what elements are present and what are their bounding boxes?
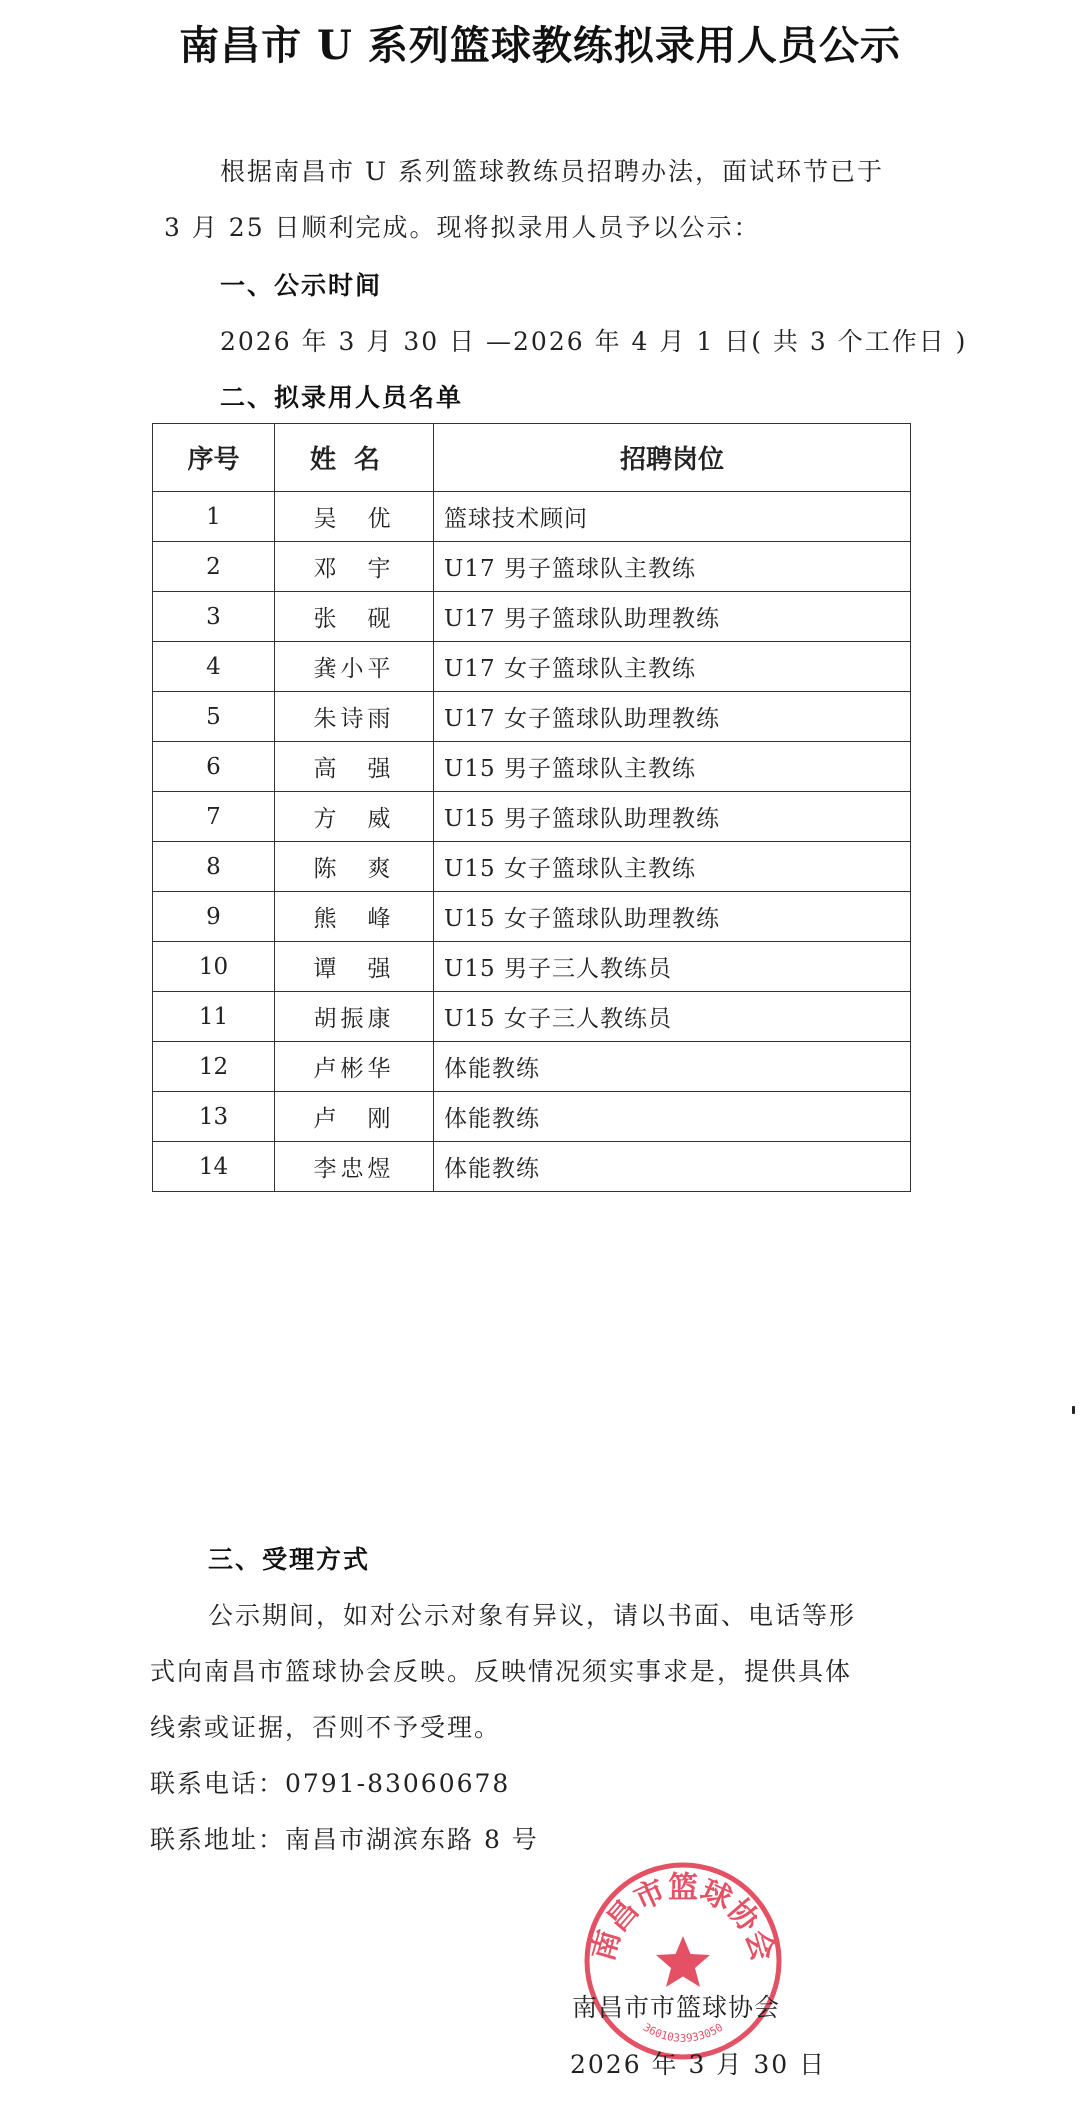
section-3-heading: 三、受理方式 xyxy=(208,1545,371,1574)
cell-name: 吴 优 xyxy=(275,492,434,542)
header-position: 招聘岗位 xyxy=(434,424,911,492)
table-header-row xyxy=(153,424,911,492)
cell-position: 篮球技术顾问 xyxy=(434,492,911,542)
cell-name: 龚小平 xyxy=(275,642,434,692)
cell-name: 胡振康 xyxy=(275,992,434,1042)
table-row xyxy=(153,992,911,1042)
table-row xyxy=(153,942,911,992)
cell-name: 卢彬华 xyxy=(275,1042,434,1092)
table-row xyxy=(153,742,911,792)
cell-name: 熊 峰 xyxy=(275,892,434,942)
official-seal xyxy=(580,1858,786,2064)
cell-serial-number: 5 xyxy=(153,692,275,742)
table-row xyxy=(153,842,911,892)
cell-serial-number: 8 xyxy=(153,842,275,892)
cell-name: 张 砚 xyxy=(275,592,434,642)
section-1-heading: 一、公示时间 xyxy=(220,271,383,300)
cell-name: 谭 强 xyxy=(275,942,434,992)
star-icon xyxy=(656,1936,710,1987)
cell-serial-number: 9 xyxy=(153,892,275,942)
cell-name: 邓 宇 xyxy=(275,542,434,592)
cell-serial-number: 14 xyxy=(153,1142,275,1192)
cell-serial-number: 3 xyxy=(153,592,275,642)
objection-line-2: 式向南昌市篮球协会反映。反映情况须实事求是，提供具体 xyxy=(150,1657,853,1686)
cell-position: 体能教练 xyxy=(434,1092,911,1142)
contact-phone: 联系电话：0791-83060678 xyxy=(150,1769,511,1798)
intro-line-1: 根据南昌市 U 系列篮球教练员招聘办法，面试环节已于 xyxy=(220,157,884,186)
scan-edge-mark xyxy=(1072,1406,1075,1414)
cell-serial-number: 12 xyxy=(153,1042,275,1092)
objection-line-3: 线索或证据，否则不予受理。 xyxy=(150,1713,502,1742)
cell-position: 体能教练 xyxy=(434,1042,911,1092)
publicity-period: 2026 年 3 月 30 日 —2026 年 4 月 1 日( 共 3 个工作日 ) xyxy=(220,327,968,356)
cell-position: U15 女子篮球队主教练 xyxy=(434,842,911,892)
table-row xyxy=(153,692,911,742)
cell-position: 体能教练 xyxy=(434,1142,911,1192)
table-row xyxy=(153,1092,911,1142)
cell-position: U17 女子篮球队主教练 xyxy=(434,642,911,692)
contact-address: 联系地址：南昌市湖滨东路 8 号 xyxy=(150,1825,539,1854)
cell-name: 朱诗雨 xyxy=(275,692,434,742)
cell-serial-number: 6 xyxy=(153,742,275,792)
seal-code: 3601033933050 xyxy=(640,2020,726,2045)
header-serial-number: 序号 xyxy=(153,424,275,492)
cell-name: 卢 刚 xyxy=(275,1092,434,1142)
cell-name: 高 强 xyxy=(275,742,434,792)
cell-serial-number: 13 xyxy=(153,1092,275,1142)
cell-name: 陈 爽 xyxy=(275,842,434,892)
table-row xyxy=(153,1042,911,1092)
cell-position: U15 男子篮球队主教练 xyxy=(434,742,911,792)
cell-serial-number: 10 xyxy=(153,942,275,992)
section-2-heading: 二、拟录用人员名单 xyxy=(220,383,464,412)
cell-name: 方 威 xyxy=(275,792,434,842)
cell-serial-number: 2 xyxy=(153,542,275,592)
cell-position: U17 女子篮球队助理教练 xyxy=(434,692,911,742)
cell-serial-number: 11 xyxy=(153,992,275,1042)
table-row xyxy=(153,1142,911,1192)
signature-organization: 南昌市市篮球协会 xyxy=(572,1993,781,2022)
cell-position: U17 男子篮球队主教练 xyxy=(434,542,911,592)
cell-name: 李忠煜 xyxy=(275,1142,434,1192)
cell-position: U15 男子三人教练员 xyxy=(434,942,911,992)
page-title: 南昌市 U 系列篮球教练拟录用人员公示 xyxy=(179,22,901,69)
cell-position: U15 男子篮球队助理教练 xyxy=(434,792,911,842)
intro-line-2: 3 月 25 日顺利完成。现将拟录用人员予以公示： xyxy=(164,213,761,242)
cell-position: U17 男子篮球队助理教练 xyxy=(434,592,911,642)
seal-text: 南昌市篮球协会 xyxy=(585,1870,781,1965)
table-row xyxy=(153,542,911,592)
objection-line-1: 公示期间，如对公示对象有异议，请以书面、电话等形 xyxy=(208,1601,857,1630)
table-row xyxy=(153,492,911,542)
cell-serial-number: 1 xyxy=(153,492,275,542)
cell-position: U15 女子篮球队助理教练 xyxy=(434,892,911,942)
table-row xyxy=(153,592,911,642)
table-row xyxy=(153,642,911,692)
staff-table xyxy=(152,423,911,1192)
header-name: 姓名 xyxy=(275,424,434,492)
cell-serial-number: 4 xyxy=(153,642,275,692)
signature-date: 2026 年 3 月 30 日 xyxy=(570,2050,827,2079)
cell-position: U15 女子三人教练员 xyxy=(434,992,911,1042)
table-row xyxy=(153,792,911,842)
cell-serial-number: 7 xyxy=(153,792,275,842)
table-row xyxy=(153,892,911,942)
